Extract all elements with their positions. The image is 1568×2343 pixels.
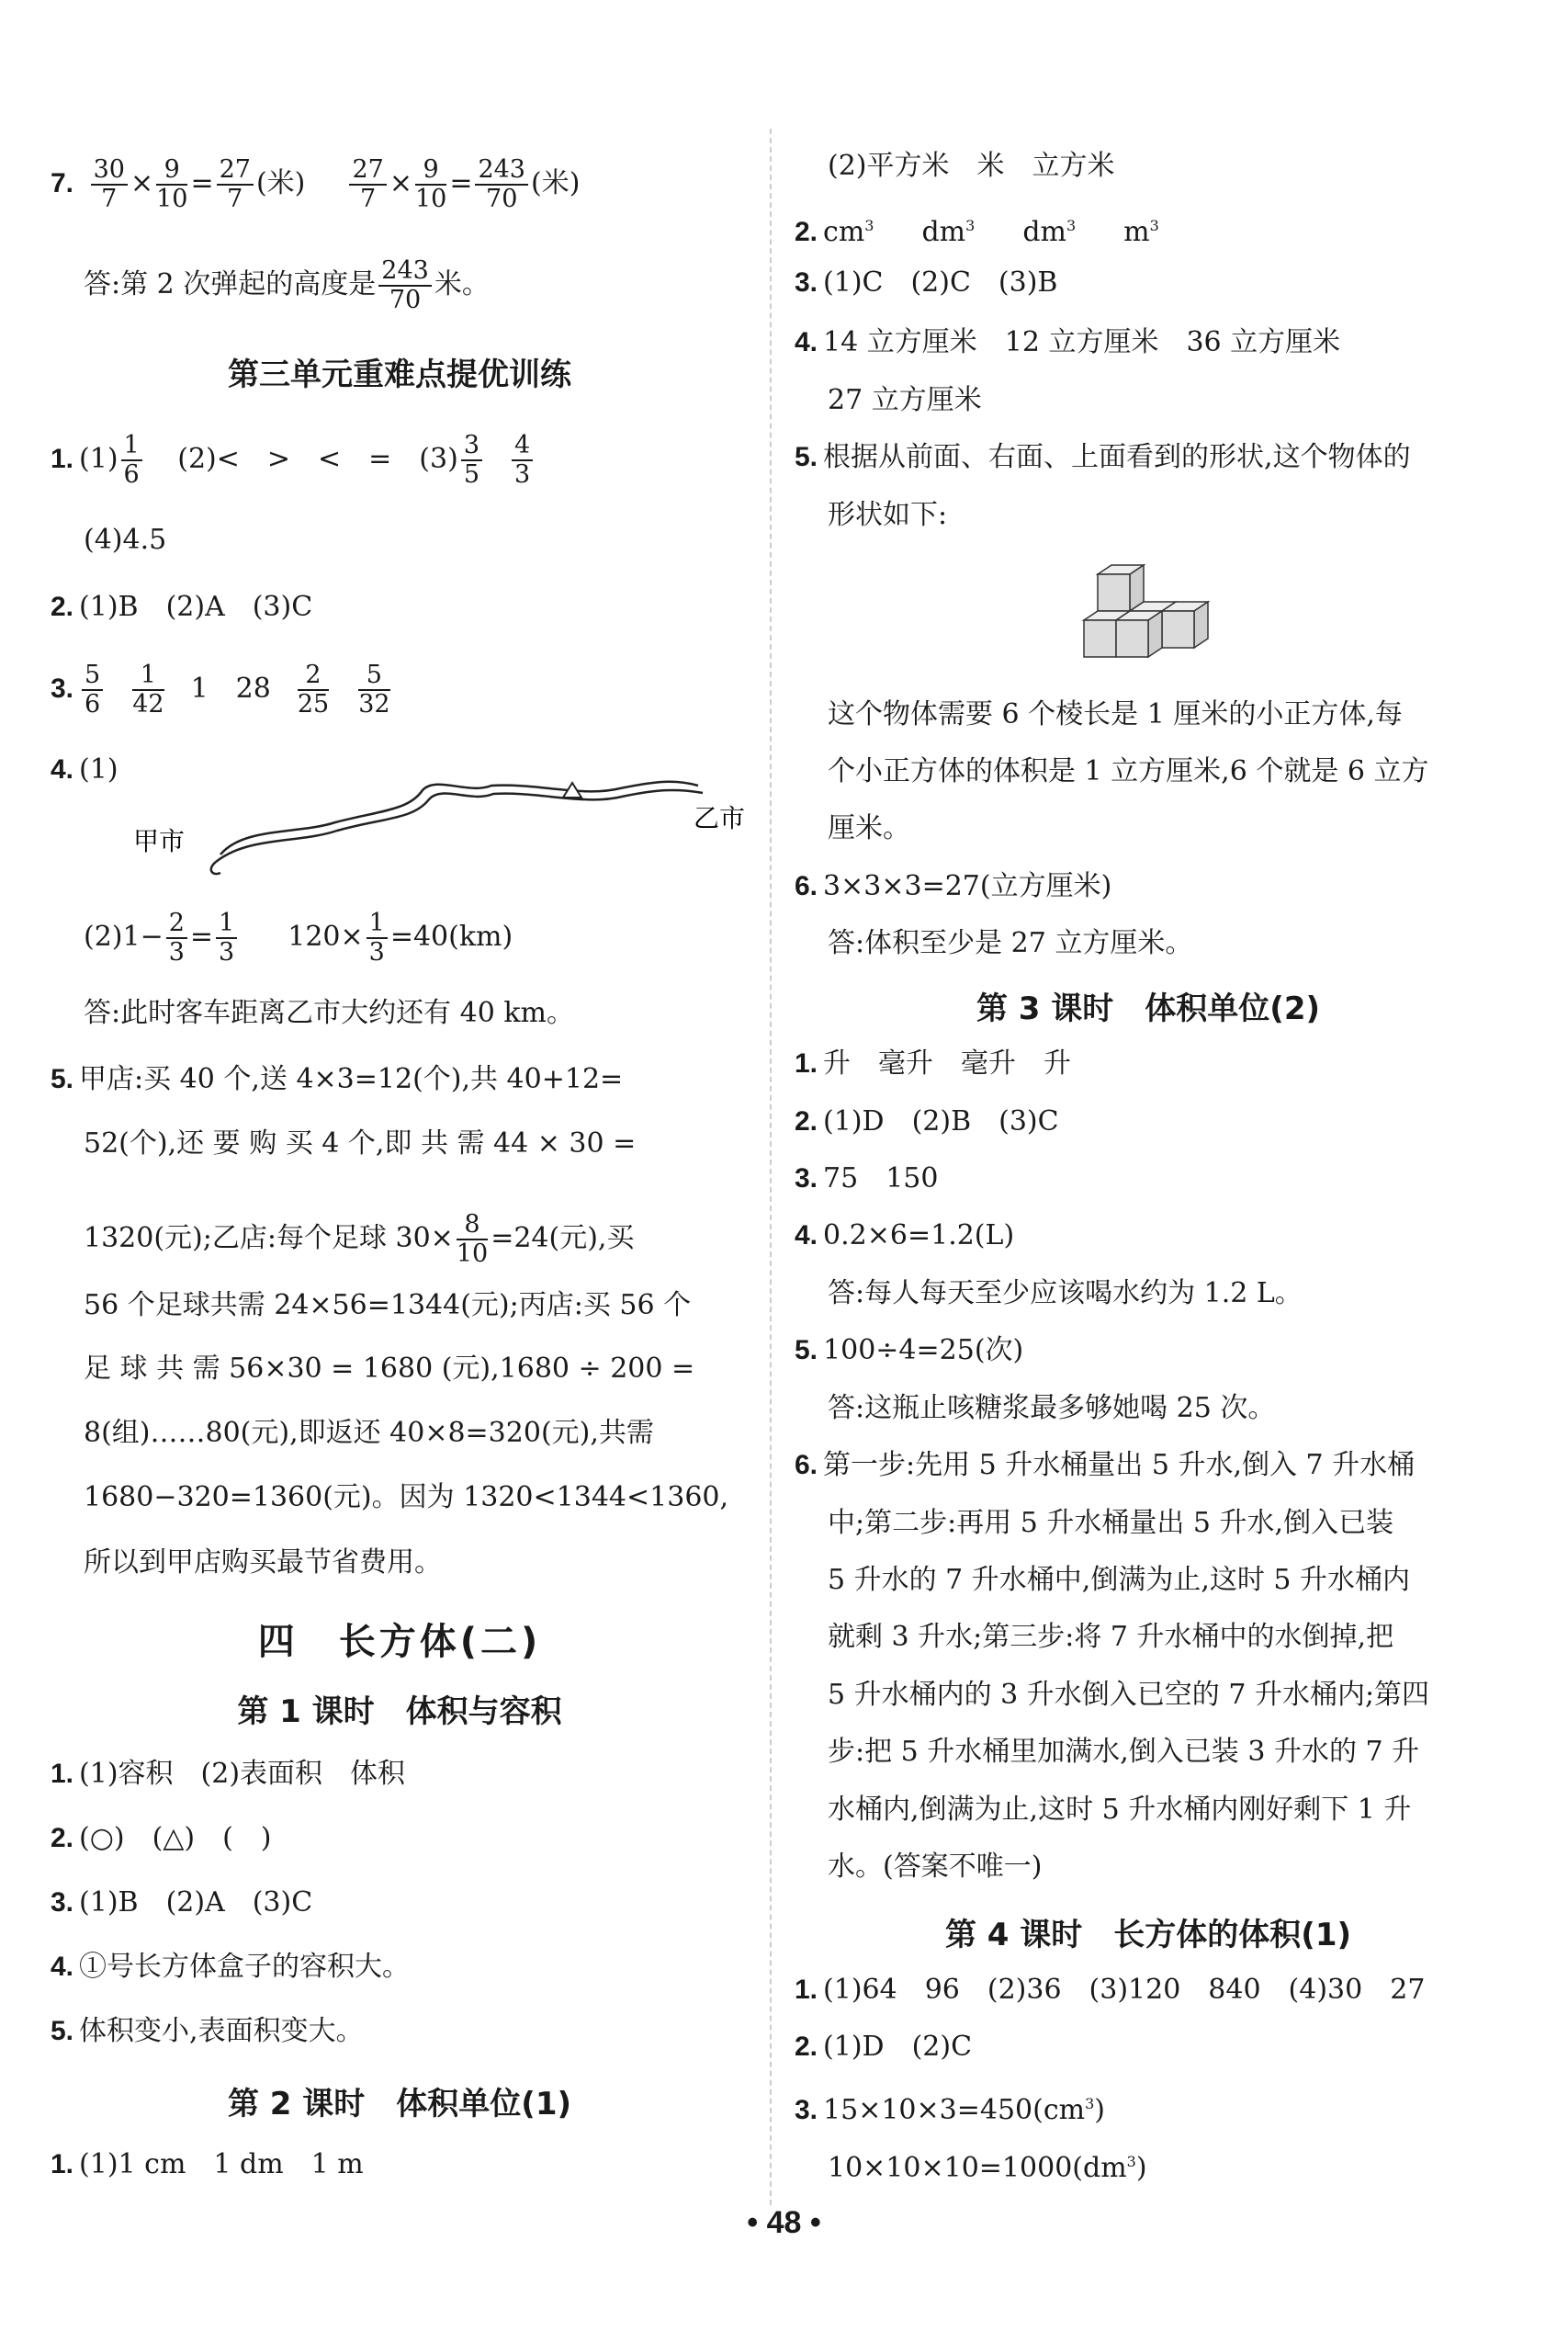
answer-l2-5: 5. 根据从前面、右面、上面看到的形状,这个物体的 [795, 441, 1411, 473]
unit-title: 四 长方体(二) [257, 1621, 542, 1663]
question-number: 5. [51, 2016, 74, 2046]
section-title: 第三单元重难点提优训练 [228, 357, 571, 393]
answer-l4-3: 3. $15\times 10\times 3=450(cm^3)$ [795, 2094, 1105, 2126]
fraction: $\frac{2}{25}$ [297, 661, 330, 719]
lesson-title: 第 4 课时 长方体的体积(1) [944, 1917, 1352, 1953]
lesson-title: 第 1 课时 体积与容积 [237, 1693, 562, 1730]
question-number: 3. [795, 267, 818, 298]
question-number: 4. [51, 754, 74, 785]
page-number: • 48 • [747, 2205, 821, 2240]
fraction: $\frac{27}{7}$ [349, 156, 386, 213]
cube-figure [1079, 560, 1245, 675]
answer-l3-6-line: 水桶内,倒满为止,这时 5 升水桶内刚好剩下 1 升 [828, 1794, 1412, 1826]
lesson-title: 第 2 课时 体积单位(1) [227, 2086, 572, 2122]
answer-7: 7. $\frac{30}{7}$ × $\frac{9}{10}$ = $\frac{27}{7}$ (米) $\frac{27}{7}$ × $\frac{9}{10}$ = $\frac{243}{70}$ (米) [51, 155, 581, 213]
route-line [220, 782, 698, 855]
question-number: 3. [51, 673, 74, 704]
fraction: $\frac{8}{10}$ [456, 1210, 489, 1268]
fraction: $\frac{1}{6}$ [121, 432, 142, 489]
answer-l3-4-conclusion: 答:每人每天至少应该喝水约为 1.2 L。 [828, 1277, 1303, 1309]
answer-l1-1: 1. (1)容积 (2)表面积 体积 [51, 1758, 406, 1790]
fraction: $\frac{1}{42}$ [132, 661, 164, 719]
fraction: $\frac{2}{3}$ [166, 910, 187, 967]
lesson-title: 第 3 课时 体积单位(2) [976, 990, 1321, 1027]
question-number: 5. [795, 442, 818, 472]
answer-l3-3: 3. 75 150 [795, 1162, 939, 1194]
question-number: 2. [51, 592, 74, 622]
answer-l3-6-line: 就剩 3 升水;第三步:将 7 升水桶中的水倒掉,把 [828, 1621, 1394, 1653]
question-number: 5. [795, 1335, 818, 1365]
answer-l2-5-line: 厘米。 [828, 812, 910, 844]
answer-l4-2: 2. (1)D (2)C [795, 2031, 973, 2063]
answer-s3-5-line: 56 个足球共需 24×56=1344(元);丙店:买 56 个 [84, 1289, 692, 1321]
question-number: 4. [795, 1220, 818, 1251]
answer-l2-6: 6. 3×3×3=27(立方厘米) [795, 870, 1112, 902]
fraction: $\frac{30}{7}$ [91, 156, 128, 213]
answer-l2-1-2: (2)平方米 米 立方米 [828, 150, 1115, 182]
answer-s3-5-line: 1320(元);乙店:每个足球 30× $\frac{8}{10}$ =24(元),买 [84, 1210, 635, 1268]
fraction: $\frac{1}{3}$ [216, 910, 237, 967]
answer-l3-6: 6. 第一步:先用 5 升水桶量出 5 升水,倒入 7 升水桶 [795, 1449, 1416, 1481]
answer-s3-1-4: (4)4.5 [84, 524, 167, 556]
question-number: 1. [51, 444, 74, 474]
question-number: 2. [795, 2032, 818, 2062]
fraction: $\frac{1}{3}$ [367, 910, 388, 967]
answer-l2-5-line: 个小正方体的体积是 1 立方厘米,6 个就是 6 立方 [828, 755, 1429, 787]
route-line [216, 790, 703, 862]
fraction: $\frac{3}{5}$ [461, 432, 482, 489]
question-number: 2. [51, 1823, 74, 1853]
answer-l1-3: 3. (1)B (2)A (3)C [51, 1886, 313, 1919]
answer-l2-3: 3. (1)C (2)C (3)B [795, 266, 1058, 299]
question-number: 3. [795, 1163, 818, 1194]
answer-l4-1: 1. (1)64 96 (2)36 (3)120 840 (4)30 27 [795, 1974, 1426, 2006]
answer-s3-2: 2. (1)B (2)A (3)C [51, 591, 313, 623]
answer-l3-6-line: 5 升水桶内的 3 升水倒入已空的 7 升水桶内;第四 [828, 1679, 1430, 1711]
question-number: 1. [795, 1048, 818, 1079]
answer-l1-4: 4. ①号长方体盒子的容积大。 [51, 1951, 411, 1983]
answer-l3-6-line: 5 升水的 7 升水桶中,倒满为止,这时 5 升水桶内 [828, 1564, 1411, 1596]
answer-s3-5-line: 1680−320=1360(元)。因为 1320<1344<1360, [84, 1481, 729, 1513]
question-number: 1. [51, 1759, 74, 1789]
fraction: $\frac{5}{6}$ [82, 662, 103, 719]
fraction: $\frac{9}{10}$ [156, 155, 188, 213]
question-number: 2. [795, 217, 818, 247]
question-number: 5. [51, 1064, 74, 1094]
answer-l1-2: 2. (○) (△) ( ) [51, 1822, 272, 1854]
city-label: 乙市 [694, 803, 746, 833]
fraction: $\frac{4}{3}$ [512, 432, 533, 489]
answer-s3-4: 4. (1) [51, 753, 118, 786]
question-number: 2. [795, 1106, 818, 1137]
fraction: $\frac{27}{7}$ [217, 156, 254, 213]
answer-l3-4: 4. 0.2×6=1.2(L) [795, 1219, 1015, 1251]
answer-l4-3-b: $10\times 10\times 10=1000(dm^3)$ [828, 2152, 1147, 2184]
answer-s3-5: 5. 甲店:买 40 个,送 4×3=12(个),共 40+12= [51, 1063, 624, 1095]
fraction: $\frac{9}{10}$ [414, 155, 447, 213]
answer-s3-5-line: 8(组)……80(元),即返还 40×8=320(元),共需 [84, 1417, 654, 1449]
fraction: $\frac{243}{70}$ [378, 257, 432, 314]
question-number: 1. [51, 2149, 74, 2179]
route-diagram [106, 763, 749, 882]
answer-l3-6-line: 中;第二步:再用 5 升水桶量出 5 升水,倒入已装 [828, 1507, 1394, 1539]
answer-l3-2: 2. (1)D (2)B (3)C [795, 1105, 1059, 1138]
answer-s3-4-conclusion: 答:此时客车距离乙市大约还有 40 km。 [84, 997, 574, 1029]
answer-l2-5-line: 这个物体需要 6 个棱长是 1 厘米的小正方体,每 [828, 698, 1403, 730]
answer-s3-5-line: 所以到甲店购买最节省费用。 [84, 1546, 442, 1579]
cube-stack [1084, 565, 1208, 657]
answer-s3-1: 1. (1) $\frac{1}{6}$ (2)< > < = (3) $\frac{3}{5}$ $\frac{4}{3}$ [51, 432, 536, 489]
question-number: 1. [795, 1975, 818, 2005]
answer-s3-3: 3. $\frac{5}{6}$ $\frac{1}{42}$ 1 28 $\frac{2}{25}$ $\frac{5}{32}$ [51, 661, 390, 719]
answer-s3-5-line: 足 球 共 需 56×30 = 1680 (元),1680 ÷ 200 = [84, 1353, 695, 1385]
question-number: 6. [795, 1450, 818, 1480]
question-number: 6. [795, 871, 818, 901]
fraction: $\frac{243}{70}$ [475, 156, 528, 213]
question-number: 4. [51, 1952, 74, 1982]
answer-l3-5-conclusion: 答:这瓶止咳糖浆最多够她喝 25 次。 [828, 1392, 1276, 1424]
question-number: 3. [795, 2095, 818, 2125]
answer-s3-5-line: 52(个),还 要 购 买 4 个,即 共 需 44 × 30 = [84, 1127, 637, 1160]
answer-l3-6-line: 步:把 5 升水桶里加满水,倒入已装 3 升水的 7 升 [828, 1736, 1420, 1768]
answer-l2-6-conclusion: 答:体积至少是 27 立方厘米。 [828, 927, 1193, 959]
answer-s3-4-2: (2)1− $\frac{2}{3}$ = $\frac{1}{3}$ 120× $\frac{1}{3}$ =40(km) [84, 909, 513, 967]
question-number: 7. [51, 168, 74, 198]
answer-l3-5: 5. 100÷4=25(次) [795, 1334, 1024, 1366]
answer-l1-5: 5. 体积变小,表面积变大。 [51, 2015, 364, 2047]
answer-l3-6-line: 水。(答案不唯一) [828, 1851, 1043, 1883]
answer-l2-4: 4. 14 立方厘米 12 立方厘米 36 立方厘米 [795, 326, 1341, 358]
question-number: 3. [51, 1887, 74, 1918]
question-number: 4. [795, 327, 818, 357]
answer-l2-1: 1. (1)1 cm 1 dm 1 m [51, 2148, 364, 2180]
answer-l2-4-b: 27 立方厘米 [828, 384, 982, 416]
column-divider [770, 129, 772, 2205]
answer-l2-5-line: 形状如下: [828, 499, 948, 531]
city-label: 甲市 [133, 826, 186, 856]
fraction: $\frac{5}{32}$ [358, 661, 390, 719]
answer-l3-1: 1. 升 毫升 毫升 升 [795, 1047, 1072, 1080]
answer-7-conclusion: 答:第 2 次弹起的高度是 $\frac{243}{70}$ 米。 [84, 256, 490, 314]
answer-l2-2: 2. $cm^3$ $dm^3$ $dm^3$ $m^3$ [795, 216, 1159, 248]
